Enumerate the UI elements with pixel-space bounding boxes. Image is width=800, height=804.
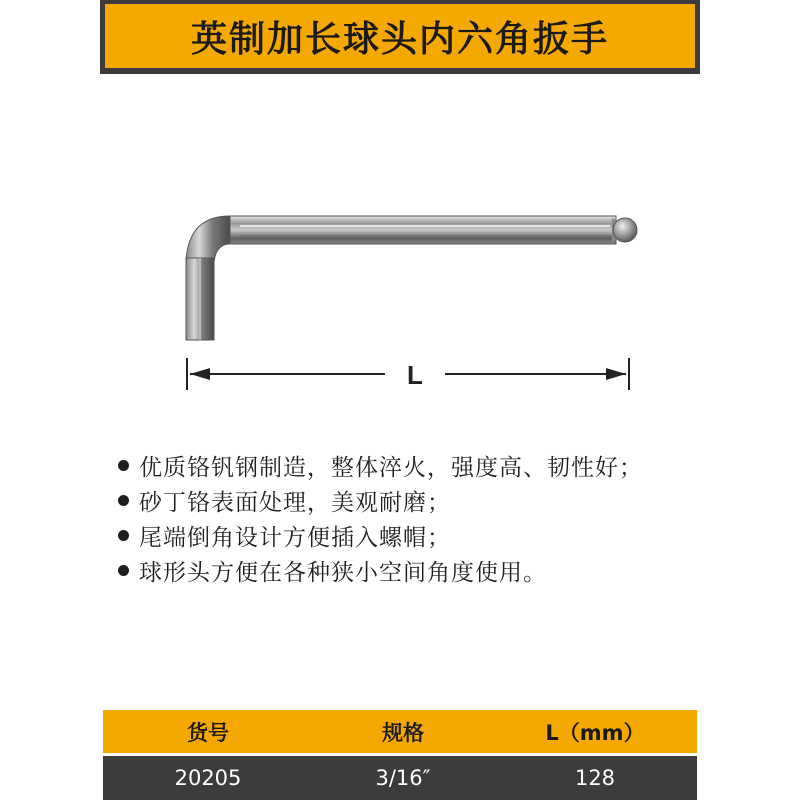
table-header-row	[103, 710, 697, 753]
bullet-dot-icon	[118, 565, 129, 576]
bullet-dot-icon	[118, 530, 129, 541]
dimension-arrow-right-icon	[606, 368, 626, 380]
list-item	[112, 518, 712, 553]
table-row	[103, 756, 697, 800]
list-item	[112, 553, 712, 588]
page-title: 英制加长球头内六角扳手	[105, 4, 695, 68]
bullet-dot-icon	[118, 495, 129, 506]
dimension-arrow-left-icon	[190, 368, 210, 380]
header-length: L（mm）	[493, 710, 697, 753]
feature-list	[112, 448, 712, 588]
feature-text: 砂丁铬表面处理，美观耐磨；	[139, 490, 451, 516]
cell-item-number: 20205	[103, 756, 313, 800]
feature-text: 球形头方便在各种狭小空间角度使用。	[139, 560, 547, 586]
wrench-ball-end	[613, 218, 637, 242]
list-item	[112, 448, 712, 483]
feature-text: 尾端倒角设计方便插入螺帽；	[139, 525, 451, 551]
wrench-bend	[186, 216, 230, 262]
feature-text: 优质铬钒钢制造，整体淬火，强度高、韧性好；	[139, 455, 643, 481]
wrench-shaft	[228, 216, 616, 244]
header-spec: 规格	[313, 710, 493, 753]
spec-table	[103, 710, 697, 800]
bullet-dot-icon	[118, 460, 129, 471]
cell-length: 128	[493, 756, 697, 800]
cell-spec: 3/16″	[313, 756, 493, 800]
dimension-label: L	[407, 360, 423, 390]
header-item-number: 货号	[103, 710, 313, 753]
list-item	[112, 483, 712, 518]
